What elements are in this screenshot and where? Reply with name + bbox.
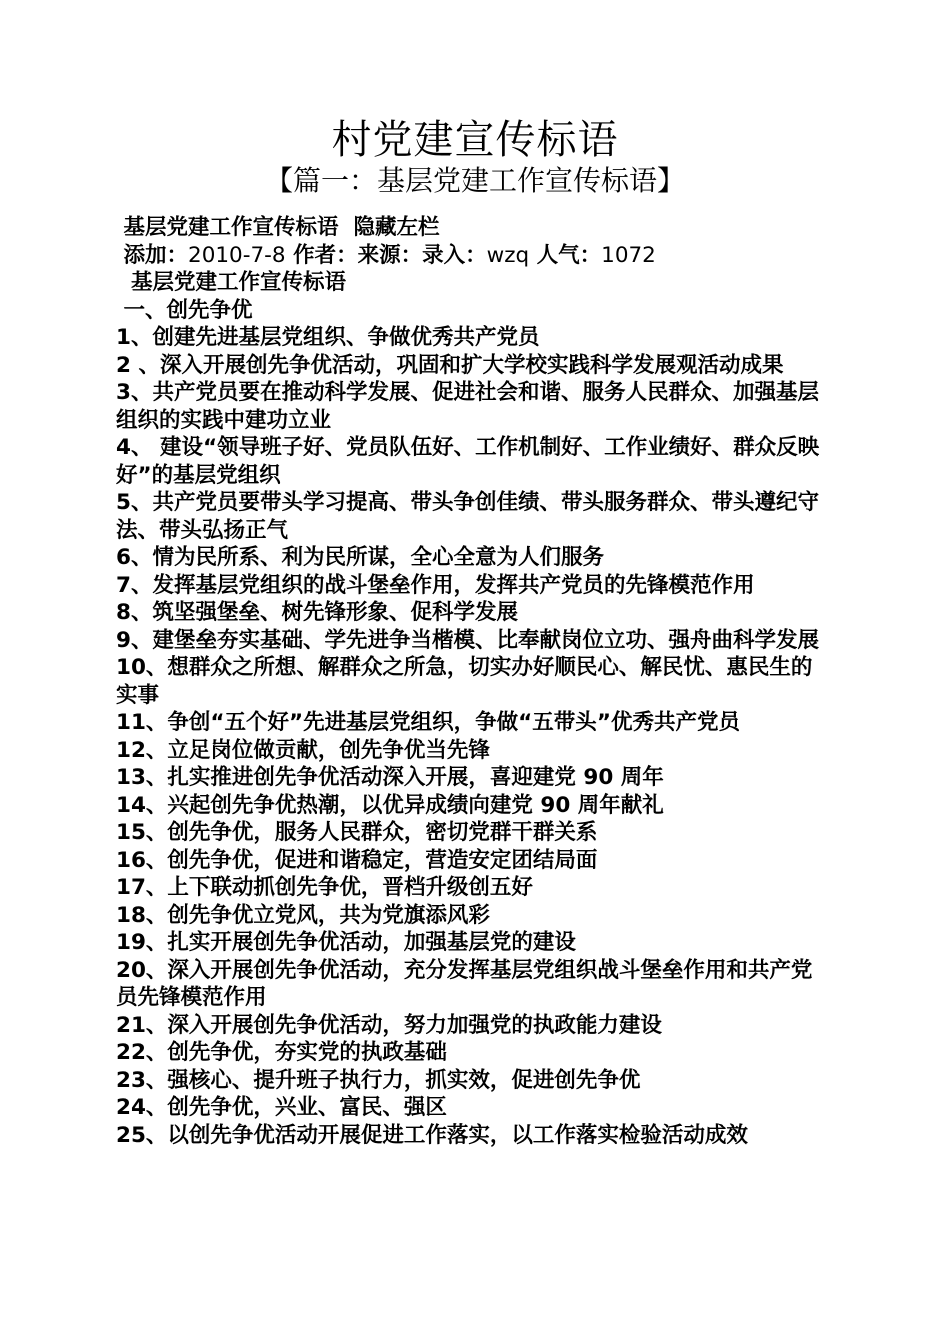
list-item: 11、争创“五个好”先进基层党组织，争做“五带头”优秀共产党员 — [116, 710, 740, 735]
list-item: 6、情为民所系、利为民所谋，全心全意为人们服务 — [116, 545, 604, 570]
list-item: 12、立足岗位做贡献，创先争优当先锋 — [116, 737, 490, 763]
list-item: 23、强核心、提升班子执行力，抓实效，促进创先争优 — [116, 1067, 641, 1093]
meta-add-date: 2010-7-8 — [188, 242, 286, 268]
document-body — [116, 214, 832, 1149]
list-item: 14、兴起创先争优热潮，以优异成绩向建党 90 周年献礼 — [116, 792, 664, 818]
list-item: 9、建堡垒夯实基础、学先进争当楷模、比奉献岗位立功、强舟曲科学发展 — [116, 627, 819, 653]
list-item: 15、创先争优，服务人民群众，密切党群干群关系 — [116, 820, 598, 845]
list-item: 25、以创先争优活动开展促进工作落实，以工作落实检验活动成效 — [116, 1122, 748, 1148]
list-item: 8、筑坚强堡垒、树先锋形象、促科学发展 — [116, 600, 518, 625]
meta-author-label: 作者：来源：录入： — [285, 242, 487, 268]
meta-popularity-value: 1072 — [601, 242, 656, 268]
list-item: 13、扎实推进创先争优活动深入开展，喜迎建党 90 周年 — [116, 765, 664, 790]
meta-popularity-label: 人气： — [529, 242, 602, 268]
document-title: 村党建宣传标语 — [331, 117, 619, 163]
article-meta — [116, 242, 832, 270]
list-item: 18、创先争优立党风，共为党旗添风彩 — [116, 902, 490, 928]
list-item: 4、 建设“领导班子好、党员队伍好、工作机制好、工作业绩好、群众反映好”的基层党组织 — [116, 435, 820, 488]
document-subtitle: 【篇一：基层党建工作宣传标语】 — [264, 164, 685, 197]
article-heading: 基层党建工作宣传标语 隐藏左栏 — [116, 215, 440, 240]
list-item: 10、想群众之所想、解群众之所急，切实办好顺民心、解民忧、惠民生的实事 — [116, 655, 813, 708]
list-item: 5、共产党员要带头学习提高、带头争创佳绩、带头服务群众、带头遵纪守法、带头弘扬正气 — [116, 490, 819, 543]
list-item: 1、创建先进基层党组织、争做优秀共产党员 — [116, 325, 540, 350]
list-item: 16、创先争优，促进和谐稳定，营造安定团结局面 — [116, 847, 598, 873]
list-item: 20、深入开展创先争优活动，充分发挥基层党组织战斗堡垒作用和共产党员先锋模范作用 — [116, 957, 813, 1010]
meta-entry-value: wzq — [486, 242, 530, 268]
section-heading: 一、创先争优 — [116, 297, 253, 323]
list-item: 7、发挥基层党组织的战斗堡垒作用，发挥共产党员的先锋模范作用 — [116, 572, 755, 598]
list-item: 2 、深入开展创先争优活动，巩固和扩大学校实践科学发展观活动成果 — [116, 352, 784, 378]
list-item: 21、深入开展创先争优活动，努力加强党的执政能力建设 — [116, 1012, 662, 1038]
list-item: 24、创先争优，兴业、富民、强区 — [116, 1095, 447, 1120]
list-item: 17、上下联动抓创先争优，晋档升级创五好 — [116, 875, 533, 900]
article-subheading: 基层党建工作宣传标语 — [116, 270, 346, 295]
list-item: 3、共产党员要在推动科学发展、促进社会和谐、服务人民群众、加强基层组织的实践中建功立业 — [116, 380, 819, 433]
meta-add-label: 添加： — [116, 242, 189, 268]
list-item: 19、扎实开展创先争优活动，加强基层党的建设 — [116, 930, 576, 955]
list-item: 22、创先争优，夯实党的执政基础 — [116, 1040, 447, 1065]
